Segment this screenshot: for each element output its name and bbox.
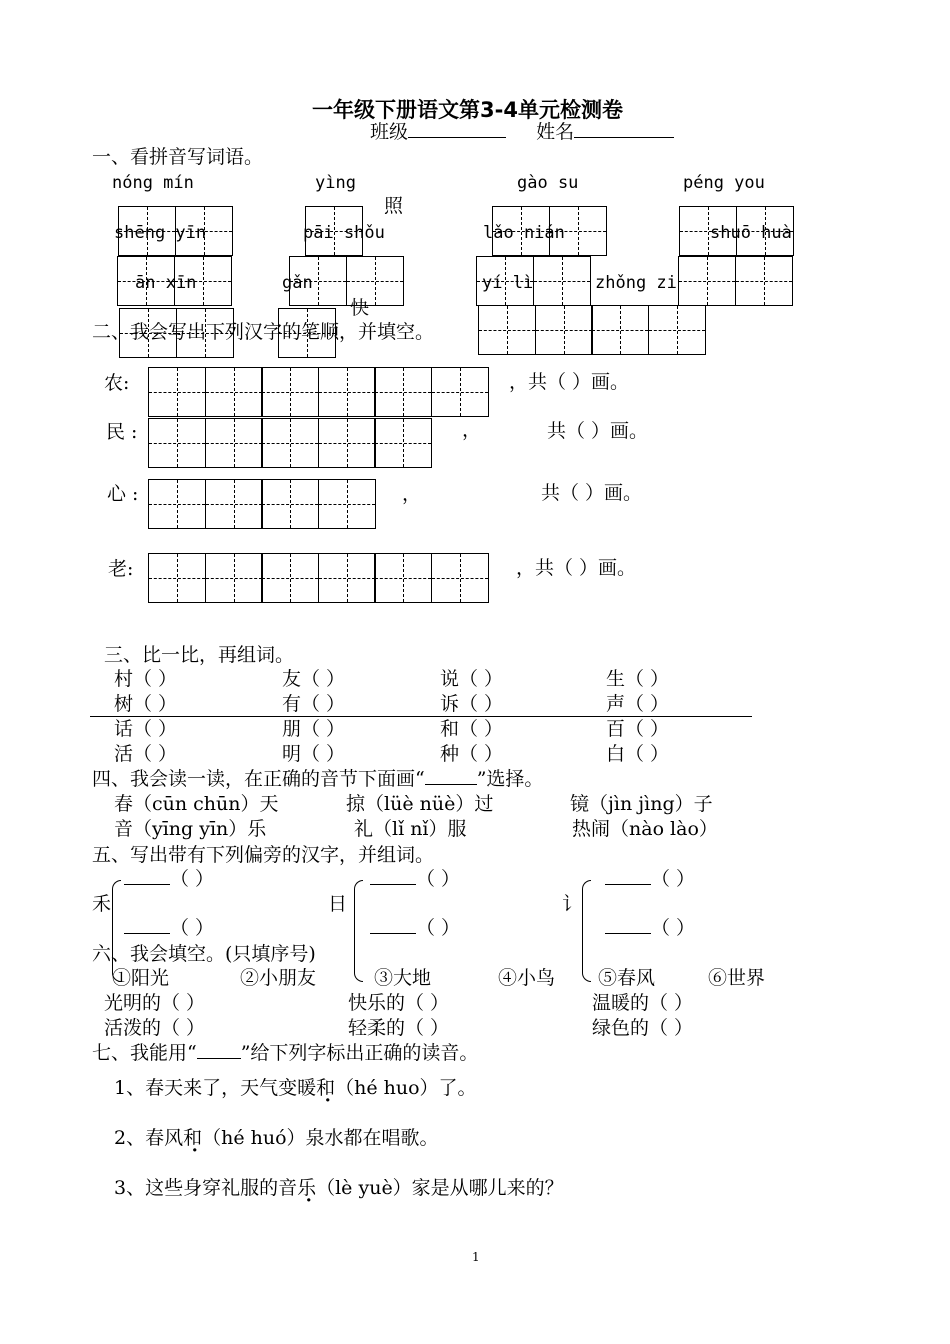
reading-item-3: 3、这些身穿礼服的音乐（lè yuè）家是从哪儿来的？ [114,1177,564,1199]
reading-item-1: 1、春天来了，天气变暖和（hé huo）了。 [114,1077,477,1099]
reading-item-2: 2、春风和（hé huó）泉水都在唱歌。 [114,1127,439,1149]
section-1-heading: 一、看拼音写词语。 [92,146,264,168]
char-kuai: 快 [350,297,370,319]
grid-shuohua[interactable] [678,256,793,306]
name-label: 姓名 [536,121,575,143]
section-6-heading: 六、我会填空。(只填序号) [92,943,316,965]
fill-row-1: 光明的（ ） 快乐的（ ） 温暖的（ ） [104,992,694,1014]
radical-ri-line-1[interactable]: （ ） [370,867,460,891]
grid-yili-zhongzi[interactable] [478,305,706,355]
stroke-comma-min: ， [462,419,482,441]
stroke-char-nong: 农: [104,372,130,394]
radical-yan-line-1[interactable]: （ ） [605,867,695,891]
radical-yan: 讠 [562,893,582,915]
pinyin-4: péng you [683,173,765,193]
pinyin-8: shuō huà [710,223,792,243]
option-list: ①阳光 ②小朋友 ③大地 ④小鸟 ⑤春风 ⑥世界 [112,967,766,989]
class-blank[interactable] [408,137,506,138]
fill-row-2: 活泼的（ ） 轻柔的（ ） 绿色的（ ） [104,1017,694,1039]
stroke-count-xin: 共（ ）画。 [541,482,643,504]
radical-he: 禾 [92,893,112,915]
radical-he-line-1[interactable]: （ ） [124,867,214,891]
section-4-heading: 四、我会读一读，在正确的音节下面画“ ”选择。 [92,768,544,790]
pinyin-7: lǎo nián [483,223,565,243]
stroke-char-xin: 心 : [107,483,139,505]
section-3-heading: 三、比一比，再组词。 [104,644,295,666]
syllable-row-1: 春（cūn chūn）天 掠（lüè nüè）过 镜（jìn jìng）子 [114,793,713,815]
radical-he-line-2[interactable]: （ ） [124,916,214,940]
stroke-grid-lao[interactable] [148,553,489,603]
stroke-grid-min[interactable] [148,418,432,468]
syllable-row-2: 音（yīng yīn）乐 礼（lǐ nǐ）服 热闹（nào lào） [114,818,718,840]
stroke-char-min: 民 : [106,421,138,443]
stroke-comma-xin: ， [402,483,422,505]
pinyin-9: ān xīn [135,273,197,293]
pinyin-10: gǎn [282,273,313,293]
compare-row-2: 树（ ） 有（ ） 诉（ ） 声（ ） [114,693,670,715]
class-name-line [370,120,674,144]
pinyin-12: zhǒng zi [595,273,677,293]
compare-row-1: 村（ ） 友（ ） 说（ ） 生（ ） [114,668,670,690]
stroke-grid-nong[interactable] [148,367,489,417]
name-blank[interactable] [574,137,674,138]
pinyin-3: gào su [517,173,579,193]
radical-ri: 日 [328,893,348,915]
stroke-count-lao: ，共（ ）画。 [516,557,637,579]
stroke-count-min: 共（ ）画。 [547,420,649,442]
stroke-char-lao: 老: [108,558,134,580]
stroke-count-nong: ，共（ ）画。 [509,371,630,393]
pinyin-6: pāi shǒu [303,223,385,243]
section-5-heading: 五、写出带有下列偏旁的汉字，并组词。 [92,844,435,866]
stroke-grid-xin[interactable] [148,479,376,529]
radical-yan-line-2[interactable]: （ ） [605,916,695,940]
pinyin-2: yìng [315,173,356,193]
radical-ri-line-2[interactable]: （ ） [370,916,460,940]
pinyin-1: nóng mín [112,173,194,193]
page-title: 一年级下册语文第3-4单元检测卷 [312,98,623,122]
pinyin-11: yí lì [482,273,534,293]
compare-row-3: 话（ ） 朋（ ） 和（ ） 百（ ） [114,718,670,740]
section-2-heading: 二、我会写出下列汉字的笔顺，并填空。 [92,321,435,343]
compare-row-4: 活（ ） 明（ ） 种（ ） 白（ ） [114,743,670,765]
class-label: 班级 [370,121,409,143]
underline-sample-2 [197,1058,241,1059]
page-number: 1 [472,1250,480,1264]
char-zhao: 照 [384,195,404,217]
section-7-heading: 七、我能用“ ”给下列字标出正确的读音。 [92,1042,479,1064]
underline-sample [425,784,477,785]
pinyin-5: shēng yīn [114,223,207,243]
